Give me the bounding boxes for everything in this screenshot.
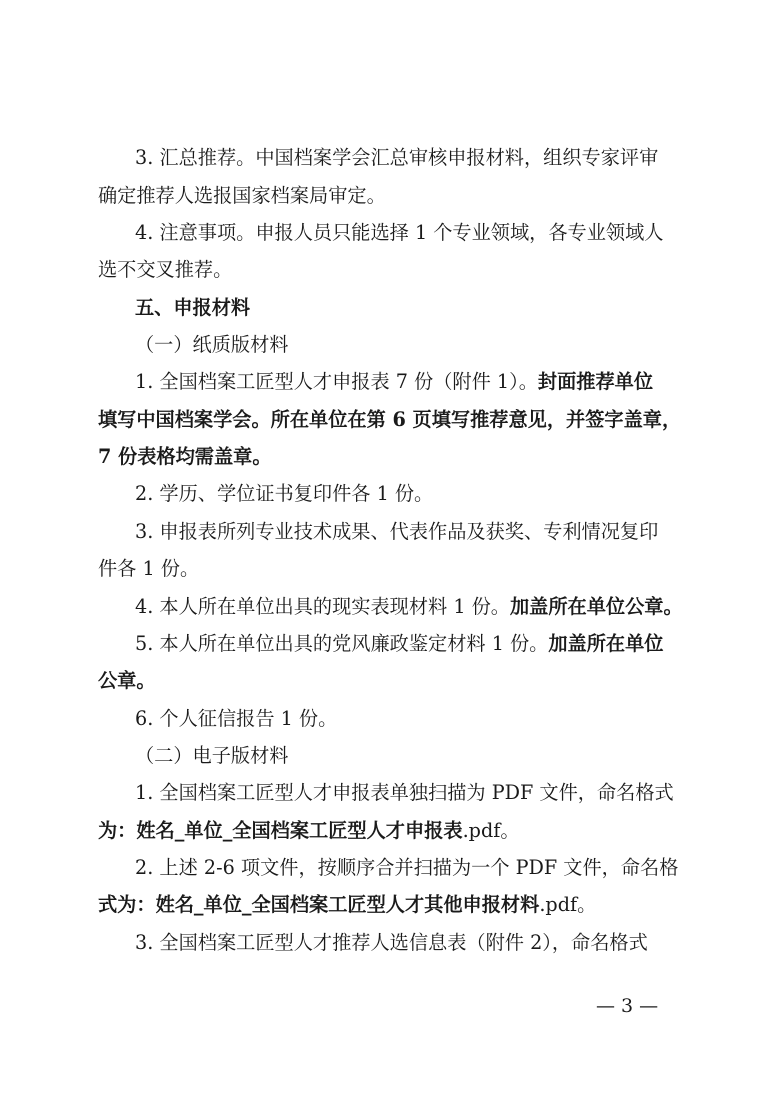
section-heading: [0, 290, 784, 326]
text-span: .pdf。: [462, 819, 520, 842]
text-span: 选不交叉推荐。: [98, 258, 233, 281]
text-line: [0, 252, 784, 288]
text-span: [135, 589, 683, 625]
text-span: 件各 1 份。: [98, 557, 200, 580]
text-span: 4. 注意事项。申报人员只能选择 1 个专业领域，各专业领域人: [135, 221, 664, 244]
text-line: [0, 327, 784, 363]
subsection-heading: （二）电子版材料: [135, 744, 289, 767]
text-span: 2. 上述 2-6 项文件，按顺序合并扫描为一个 PDF 文件，命名格: [135, 856, 679, 879]
text-span: [98, 887, 596, 923]
text-span: 5. 本人所在单位出具的党风廉政鉴定材料 1 份。: [135, 632, 549, 655]
text-line: [0, 626, 784, 662]
text-line: [0, 514, 784, 550]
page-number: — 3 —: [596, 995, 659, 1017]
text-span: [98, 813, 520, 849]
bold-text-span: 填写中国档案学会。所在单位在第 6 页填写推荐意见，并签字盖章，: [98, 408, 682, 431]
text-line: [0, 775, 784, 811]
text-span: 4. 本人所在单位出具的现实表现材料 1 份。: [135, 595, 510, 618]
text-line: [0, 663, 784, 699]
text-line: [0, 476, 784, 512]
text-line: [0, 589, 784, 625]
text-span: 3. 申报表所列专业技术成果、代表作品及获奖、专利情况复印: [135, 520, 659, 543]
text-line: [0, 813, 784, 849]
text-line: [0, 140, 784, 176]
text-line: [0, 887, 784, 923]
text-line: [0, 701, 784, 737]
bold-text-span: 为：: [98, 819, 137, 842]
text-line: [0, 364, 784, 400]
text-line: [0, 551, 784, 587]
text-span: 1. 全国档案工匠型人才申报表单独扫描为 PDF 文件，命名格式: [135, 781, 674, 804]
text-line: [0, 402, 784, 438]
text-span: 1. 全国档案工匠型人才申报表 7 份（附件 1）。: [135, 370, 538, 393]
text-span: .pdf。: [539, 893, 597, 916]
text-line: [0, 850, 784, 886]
subsection-heading: （一）纸质版材料: [135, 333, 289, 356]
bold-text-span: 加盖所在单位: [548, 632, 664, 655]
bold-text-span: 姓名_单位_全国档案工匠型人才其他申报材料: [155, 893, 540, 916]
text-span: 3. 汇总推荐。中国档案学会汇总审核申报材料，组织专家评审: [135, 146, 659, 169]
bold-text-span: 封面推荐单位: [537, 370, 654, 393]
text-line: [0, 738, 784, 774]
bold-text-span: 式为：: [98, 893, 156, 916]
bold-text-span: 公章。: [98, 669, 156, 692]
text-span: 确定推荐人选报国家档案局审定。: [98, 184, 386, 207]
text-line: [0, 439, 784, 475]
text-span: 2. 学历、学位证书复印件各 1 份。: [135, 482, 434, 505]
heading-text: 五、申报材料: [135, 296, 251, 319]
bold-text-span: 7 份表格均需盖章。: [98, 445, 272, 468]
text-line: [0, 215, 784, 251]
text-span: 3. 全国档案工匠型人才推荐人选信息表（附件 2），命名格式: [135, 931, 648, 954]
text-span: 6. 个人征信报告 1 份。: [135, 707, 338, 730]
bold-text-span: 姓名_单位_全国档案工匠型人才申报表: [136, 819, 463, 842]
text-span: [135, 626, 664, 662]
text-span: [135, 364, 653, 400]
bold-text-span: 加盖所在单位公章。: [510, 595, 683, 618]
text-line: [0, 925, 784, 961]
text-line: [0, 178, 784, 214]
